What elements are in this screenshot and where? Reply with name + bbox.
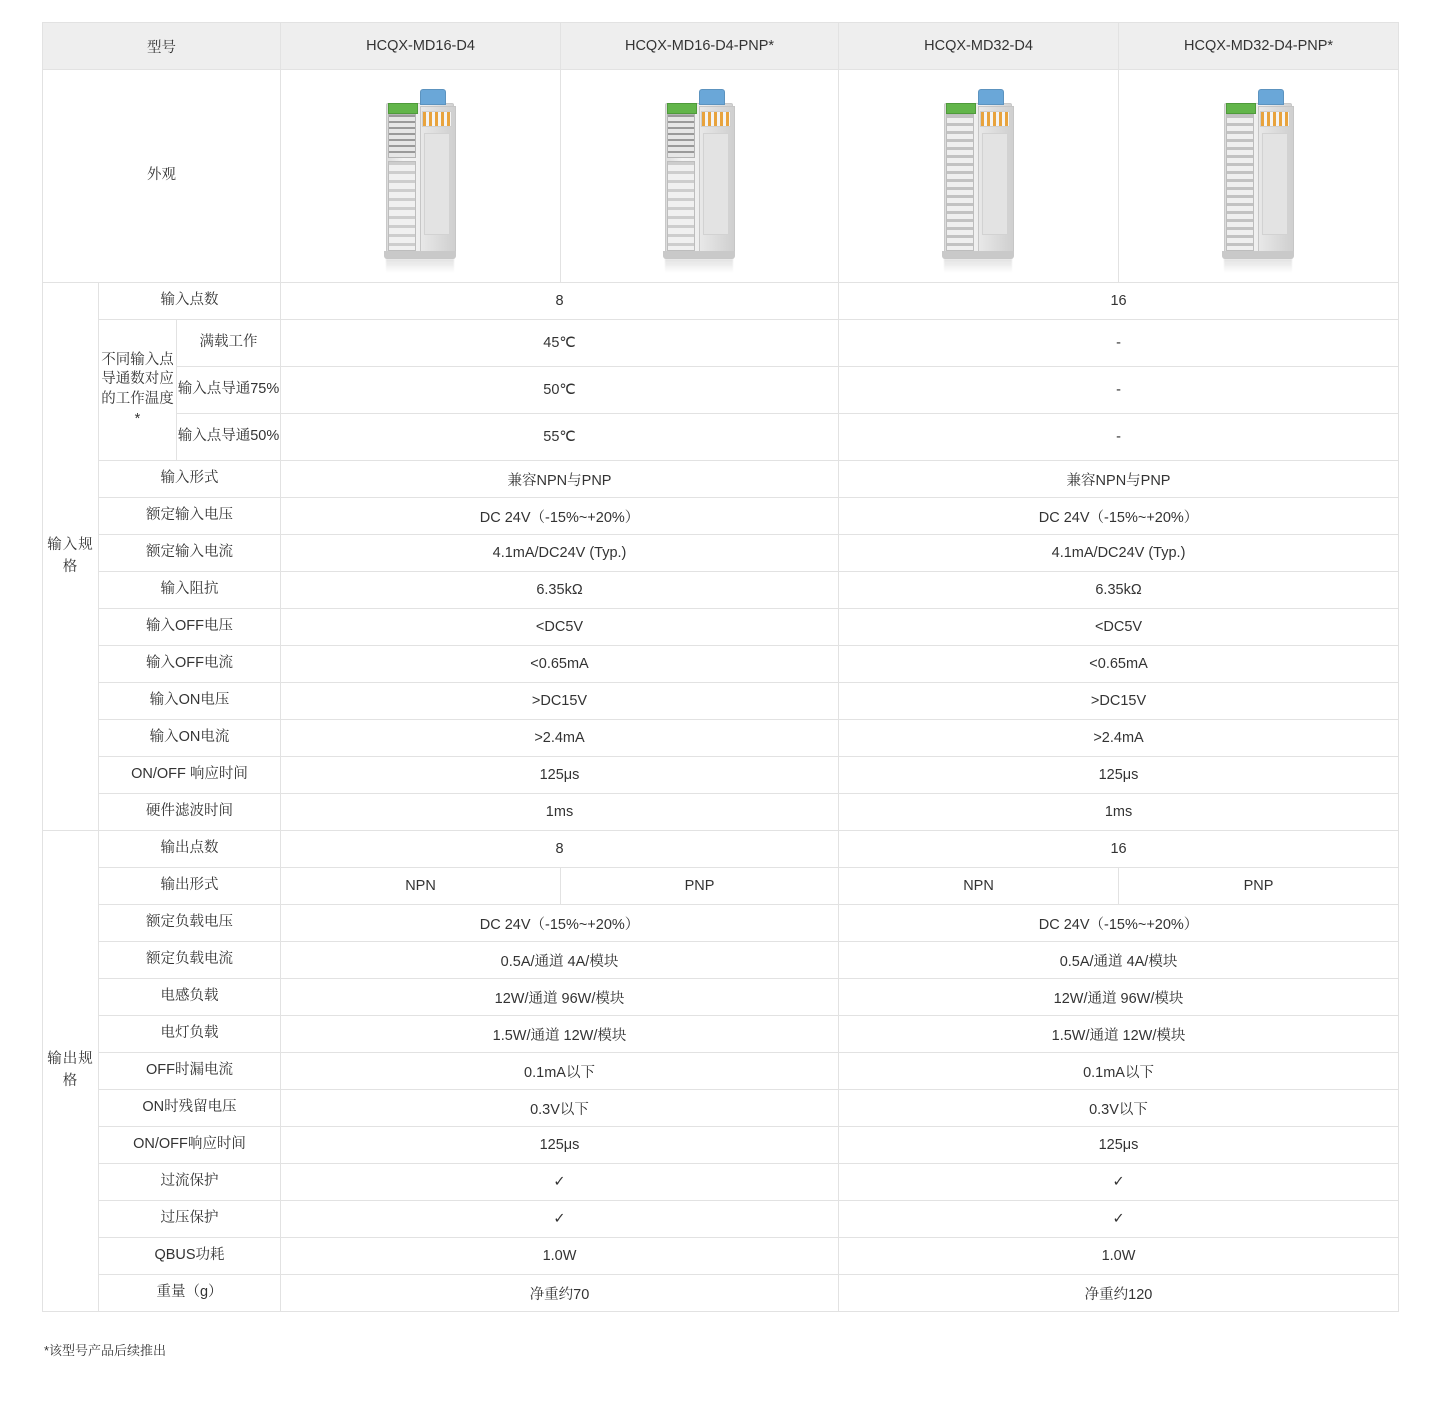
value-inductive-load-32: 12W/通道 96W/模块 (839, 979, 1399, 1016)
label-rated-in-current: 额定输入电流 (99, 535, 281, 572)
row-out-onoff-time (43, 1127, 1399, 1164)
value-out-onoff-time-32: 125μs (839, 1127, 1399, 1164)
value-in-impedance-16: 6.35kΩ (281, 572, 839, 609)
value-qbus-power-16: 1.0W (281, 1238, 839, 1275)
input-spec-section-text: 输入规格 (47, 536, 94, 575)
product-image-md16-d4-pnp (561, 70, 839, 283)
value-on-residual-voltage-16: 0.3V以下 (281, 1090, 839, 1127)
value-temp-75-16: 50℃ (281, 367, 839, 414)
value-rated-in-voltage-16: DC 24V（-15%~+20%） (281, 498, 839, 535)
value-on-residual-voltage-32: 0.3V以下 (839, 1090, 1399, 1127)
label-in-on-current: 输入ON电流 (99, 720, 281, 757)
product-image-md32-d4-pnp (1119, 70, 1399, 283)
value-output-type-c2: PNP (561, 868, 839, 905)
label-out-onoff-time: ON/OFF响应时间 (99, 1127, 281, 1164)
row-weight (43, 1275, 1399, 1312)
row-overcurrent-protect (43, 1164, 1399, 1201)
value-in-impedance-32: 6.35kΩ (839, 572, 1399, 609)
row-qbus-power (43, 1238, 1399, 1275)
value-output-points-16: 8 (281, 831, 839, 868)
value-rated-in-current-16: 4.1mA/DC24V (Typ.) (281, 535, 839, 572)
label-in-impedance: 输入阻抗 (99, 572, 281, 609)
row-in-off-current (43, 646, 1399, 683)
row-temp-50 (43, 414, 1399, 461)
value-rated-load-voltage-32: DC 24V（-15%~+20%） (839, 905, 1399, 942)
value-rated-load-current-32: 0.5A/通道 4A/模块 (839, 942, 1399, 979)
value-weight-32: 净重约120 (839, 1275, 1399, 1312)
value-overcurrent-protect-16: ✓ (281, 1164, 839, 1201)
row-hw-filter-time (43, 794, 1399, 831)
value-out-onoff-time-16: 125μs (281, 1127, 839, 1164)
row-inductive-load (43, 979, 1399, 1016)
header-model-label: 型号 (43, 23, 281, 70)
label-overvoltage-protect: 过压保护 (99, 1201, 281, 1238)
value-output-type-c3: NPN (839, 868, 1119, 905)
value-input-type-16: 兼容NPN与PNP (281, 461, 839, 498)
row-rated-load-voltage (43, 905, 1399, 942)
row-output-type (43, 868, 1399, 905)
value-rated-in-current-32: 4.1mA/DC24V (Typ.) (839, 535, 1399, 572)
label-temp-full: 满载工作 (177, 320, 281, 367)
value-overcurrent-protect-32: ✓ (839, 1164, 1399, 1201)
output-spec-section-label (43, 831, 99, 1312)
product-image-md16-d4 (281, 70, 561, 283)
value-in-on-current-16: >2.4mA (281, 720, 839, 757)
value-in-off-current-16: <0.65mA (281, 646, 839, 683)
label-overcurrent-protect: 过流保护 (99, 1164, 281, 1201)
value-output-type-c4: PNP (1119, 868, 1399, 905)
input-spec-section-label (43, 283, 99, 831)
label-qbus-power: QBUS功耗 (99, 1238, 281, 1275)
value-input-points-32: 16 (839, 283, 1399, 320)
value-in-off-current-32: <0.65mA (839, 646, 1399, 683)
product-image-md32-d4 (839, 70, 1119, 283)
label-in-on-voltage: 输入ON电压 (99, 683, 281, 720)
header-model-3: HCQX-MD32-D4 (839, 23, 1119, 70)
value-overvoltage-protect-32: ✓ (839, 1201, 1399, 1238)
row-overvoltage-protect (43, 1201, 1399, 1238)
label-off-leak-current: OFF时漏电流 (99, 1053, 281, 1090)
output-spec-section-text: 输出规格 (47, 1051, 94, 1089)
value-off-leak-current-16: 0.1mA以下 (281, 1053, 839, 1090)
label-temp-50: 输入点导通50% (177, 414, 281, 461)
row-input-points (43, 283, 1399, 320)
label-inductive-load: 电感负载 (99, 979, 281, 1016)
value-temp-50-16: 55℃ (281, 414, 839, 461)
row-in-onoff-time (43, 757, 1399, 794)
footnote-text: *该型号产品后续推出 (44, 1343, 167, 1358)
value-temp-75-32: - (839, 367, 1399, 414)
label-input-points: 输入点数 (99, 283, 281, 320)
row-in-on-voltage (43, 683, 1399, 720)
value-temp-full-32: - (839, 320, 1399, 367)
value-in-on-current-32: >2.4mA (839, 720, 1399, 757)
appearance-row (43, 70, 1399, 283)
row-off-leak-current (43, 1053, 1399, 1090)
value-rated-load-current-16: 0.5A/通道 4A/模块 (281, 942, 839, 979)
row-rated-in-current (43, 535, 1399, 572)
label-output-type: 输出形式 (99, 868, 281, 905)
label-hw-filter-time: 硬件滤波时间 (99, 794, 281, 831)
header-model-4: HCQX-MD32-D4-PNP* (1119, 23, 1399, 70)
row-on-residual-voltage (43, 1090, 1399, 1127)
value-in-onoff-time-16: 125μs (281, 757, 839, 794)
label-weight: 重量（g） (99, 1275, 281, 1312)
value-hw-filter-time-32: 1ms (839, 794, 1399, 831)
label-in-off-voltage: 输入OFF电压 (99, 609, 281, 646)
value-lamp-load-32: 1.5W/通道 12W/模块 (839, 1016, 1399, 1053)
label-input-type: 输入形式 (99, 461, 281, 498)
label-rated-load-current: 额定负载电流 (99, 942, 281, 979)
label-rated-load-voltage: 额定负载电压 (99, 905, 281, 942)
value-input-points-16: 8 (281, 283, 839, 320)
value-weight-16: 净重约70 (281, 1275, 839, 1312)
value-off-leak-current-32: 0.1mA以下 (839, 1053, 1399, 1090)
row-rated-load-current (43, 942, 1399, 979)
label-on-residual-voltage: ON时残留电压 (99, 1090, 281, 1127)
value-in-onoff-time-32: 125μs (839, 757, 1399, 794)
value-in-on-voltage-32: >DC15V (839, 683, 1399, 720)
label-lamp-load: 电灯负载 (99, 1016, 281, 1053)
value-rated-load-voltage-16: DC 24V（-15%~+20%） (281, 905, 839, 942)
row-in-on-current (43, 720, 1399, 757)
value-hw-filter-time-16: 1ms (281, 794, 839, 831)
label-temp-75: 输入点导通75% (177, 367, 281, 414)
row-output-points (43, 831, 1399, 868)
row-lamp-load (43, 1016, 1399, 1053)
value-rated-in-voltage-32: DC 24V（-15%~+20%） (839, 498, 1399, 535)
specification-table (42, 22, 1399, 1312)
value-output-points-32: 16 (839, 831, 1399, 868)
label-in-onoff-time: ON/OFF 响应时间 (99, 757, 281, 794)
value-output-type-c1: NPN (281, 868, 561, 905)
row-in-off-voltage (43, 609, 1399, 646)
row-rated-in-voltage (43, 498, 1399, 535)
value-lamp-load-16: 1.5W/通道 12W/模块 (281, 1016, 839, 1053)
row-temp-full (43, 320, 1399, 367)
value-qbus-power-32: 1.0W (839, 1238, 1399, 1275)
value-in-off-voltage-32: <DC5V (839, 609, 1399, 646)
label-output-points: 输出点数 (99, 831, 281, 868)
header-model-2: HCQX-MD16-D4-PNP* (561, 23, 839, 70)
value-overvoltage-protect-16: ✓ (281, 1201, 839, 1238)
value-inductive-load-16: 12W/通道 96W/模块 (281, 979, 839, 1016)
row-in-impedance (43, 572, 1399, 609)
table-header-row (43, 23, 1399, 70)
label-in-off-current: 输入OFF电流 (99, 646, 281, 683)
value-in-off-voltage-16: <DC5V (281, 609, 839, 646)
value-temp-50-32: - (839, 414, 1399, 461)
value-input-type-32: 兼容NPN与PNP (839, 461, 1399, 498)
value-in-on-voltage-16: >DC15V (281, 683, 839, 720)
row-temp-75 (43, 367, 1399, 414)
value-temp-full-16: 45℃ (281, 320, 839, 367)
header-model-1: HCQX-MD16-D4 (281, 23, 561, 70)
label-temp-group: 不同输入点导通数对应的工作温度* (99, 320, 177, 461)
row-input-type (43, 461, 1399, 498)
appearance-label: 外观 (43, 70, 281, 283)
label-rated-in-voltage: 额定输入电压 (99, 498, 281, 535)
